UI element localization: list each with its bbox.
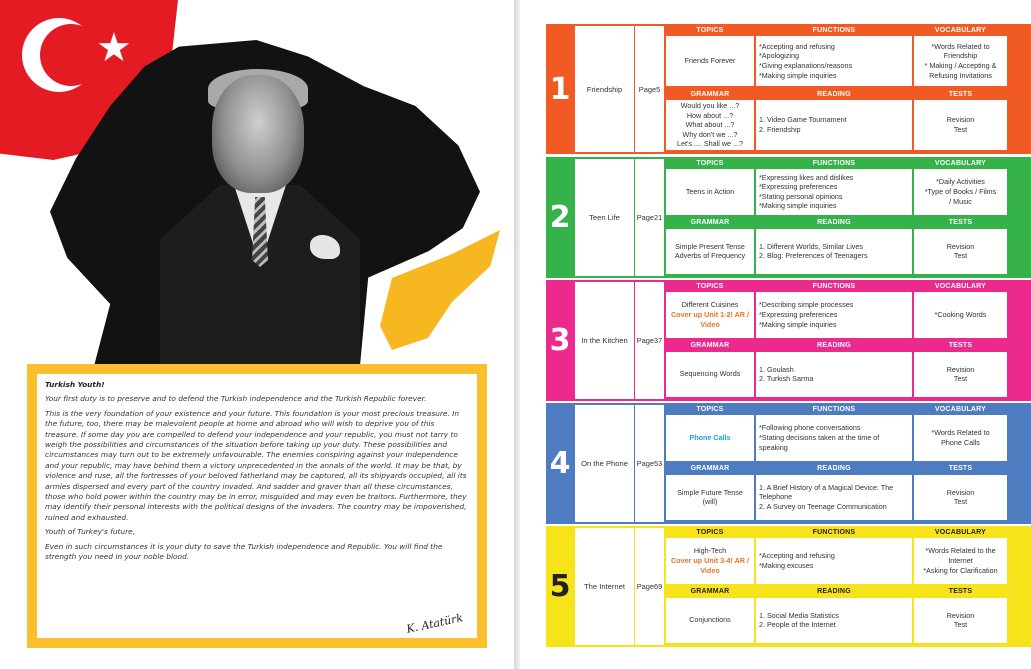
unit-title[interactable]: In the Kitchen [575,282,634,399]
cell-line: What about ...? [685,120,735,130]
cell-line: *Words Related to the [925,546,996,556]
vocabulary-cell [914,538,1007,584]
reading-cell [756,475,912,521]
grammar-header: GRAMMAR [690,90,730,98]
topics-header: TOPICS [696,159,724,167]
cell-line: *Daily Activities [936,177,985,187]
unit-page[interactable] [635,159,664,276]
grammar-header: GRAMMAR [690,588,730,595]
functions-header: FUNCTIONS [812,159,856,167]
speech-paragraph-3: Youth of Turkey's future, [45,527,136,537]
unit-2 [546,157,1031,278]
speech-paragraph-1: Your first duty is to preserve and to defend the Turkish independence and the Turkish Republic forever. [45,394,427,404]
unit-page[interactable] [635,528,664,645]
vocabulary-header: VOCABULARY [934,282,987,290]
cell-line: Internet [948,555,973,565]
cell-line: 1. Goulash [759,364,794,374]
page-number: 37 [654,336,663,345]
contents-page [520,0,1031,669]
grammar-cell [666,229,754,275]
cell-line: *Apologizing [759,51,799,61]
page-label: Page [636,459,655,468]
grammar-header: GRAMMAR [690,465,730,472]
unit-page[interactable] [635,282,664,399]
grammar-header: GRAMMAR [690,342,730,349]
unit-page[interactable] [635,26,664,152]
cell-line: 1. Video Game Tournament [759,115,847,125]
portrait-face [212,75,304,193]
unit-number-cell [546,526,574,647]
speech-paragraph-4: Even in such circumstances it is your duty to save the Turkish independence and Republic. You will find the strength you need in your noble blood. [45,541,443,562]
tests-cell [914,475,1007,521]
reading-cell [756,598,912,644]
cover-up-link[interactable]: Cover up Unit 3-4! AR / Video [670,555,749,575]
grammar-cell [666,352,754,398]
tests-header: TESTS [948,588,973,595]
cell-line: Would you like ...? [680,101,740,111]
page-label: Page [636,213,655,222]
reading-header: READING [817,219,851,226]
functions-header: FUNCTIONS [812,405,856,413]
topics-header: TOPICS [696,282,724,290]
cell-line: 1. Different Worlds, Similar Lives [759,241,863,251]
cell-line: *Expressing preferences [759,182,838,192]
cell-line: *Accepting and refusing [759,41,835,51]
cell-line: *Type of Books / Films [924,186,997,196]
cell-line: Refusing Invitations [929,70,992,80]
unit-number: 5 [549,569,571,604]
topics-header: TOPICS [696,405,724,413]
cell-line: Test [953,620,968,630]
cell-line: Revision [946,487,975,497]
unit-grid [665,526,1031,647]
cell-line: High-Tech [693,546,727,556]
unit-5 [546,526,1031,647]
cell-line: Simple Future Tense [677,487,743,497]
tests-cell [914,352,1007,398]
grammar-header: GRAMMAR [690,219,730,226]
unit-number-cell [546,403,574,524]
grammar-cell [666,475,754,521]
cell-line: *Describing simple processes [759,300,854,310]
functions-cell [756,36,912,86]
functions-header: FUNCTIONS [812,26,856,34]
topics-cell [666,538,754,584]
cell-line: / Music [949,196,972,206]
unit-4 [546,403,1031,524]
cell-line: Sequencing Words [679,369,741,379]
cell-line: Test [953,125,968,134]
cell-line: 2. A Survey on Teenage Communication [759,502,887,512]
vocabulary-cell [914,415,1007,461]
page-label: Page [636,582,655,591]
vocabulary-cell [914,36,1007,86]
cell-line: *Stating decisions taken at the time of [759,432,880,442]
reading-header: READING [817,90,851,98]
topics-header: TOPICS [696,528,724,536]
page-number: 69 [654,582,663,591]
cell-line: *Asking for Clarification [923,565,998,575]
cell-line: *Expressing likes and dislikes [759,172,854,182]
unit-title[interactable]: Friendship [575,26,634,152]
cell-line: 2. Blog: Preferences of Teenagers [759,251,868,261]
cell-line: *Words Related to [931,428,990,438]
cell-line: *Words Related to [931,41,990,51]
cell-line: Phone Calls [689,432,731,442]
topics-header: TOPICS [696,26,724,34]
unit-title[interactable]: Teen Life [575,159,634,276]
cell-line: Why don't we ...? [682,129,738,139]
tests-header: TESTS [948,219,973,226]
cell-line: Let's .... Shall we ...? [676,139,744,149]
unit-grid [665,280,1031,401]
functions-cell [756,292,912,338]
vocabulary-header: VOCABULARY [934,405,987,413]
functions-header: FUNCTIONS [812,282,856,290]
vocabulary-cell [914,169,1007,215]
tests-cell [914,598,1007,644]
cell-line: * Making / Accepting & [924,61,997,70]
cell-line: *Stating personal opinions [759,191,843,201]
reading-cell [756,229,912,275]
cover-up-link[interactable]: Cover up Unit 1-2! AR / Video [670,309,749,329]
signature: K. Atatürk [404,611,464,636]
cell-line: *Accepting and refusing [759,551,835,561]
page-label: Page [636,336,655,345]
cell-line: *Making excuses [759,560,814,570]
left-page [0,0,514,669]
unit-1 [546,24,1031,154]
tests-header: TESTS [948,342,973,349]
cell-line: Telephone [759,492,793,502]
tests-cell [914,100,1007,150]
cell-line: *Making simple inquiries [759,70,837,80]
vocabulary-cell [914,292,1007,338]
unit-3 [546,280,1031,401]
speech-paragraph-2: This is the very foundation of your existence and your future. This foundation is your most precious treasure. In the future, too, there may be malevolent people at home and abroad who will wish to deprive you of this treasure. If some day you are compelled to defend your independence and your republic, you must not tarry to weigh the possibilities and circumstances of the situation before taking up your duty. These possibilities and circumstances may turn out to be extremely unfavourable. The enemies conspiring against your independence and your republic, may have behind them a victory unprecedented in the annals of the world. It may be that, by violence and ruse, all the fortresses of your beloved fatherland may be captured, all its shipyards occupied, all its armies dispersed and every part of the country invaded. And sadder and graver than all these circumstances, those who hold power within the country may be in error, misguided and may even be traitors. Furthermore, they may identify their personal interests with the political designs of the invaders. The country may be impoverished, ruined and exhausted. [45,408,467,522]
cell-line: *Making simple inquiries [759,201,837,211]
unit-number: 4 [549,446,571,481]
cell-line: Conjunctions [689,615,731,625]
vocabulary-header: VOCABULARY [934,528,987,536]
unit-number-cell [546,280,574,401]
cell-line: 2. Friendship [759,125,801,134]
cell-line: (will) [702,497,718,507]
functions-cell [756,415,912,461]
unit-grid [665,403,1031,524]
grammar-cell [666,100,754,150]
reading-cell [756,100,912,150]
tests-header: TESTS [948,465,973,472]
unit-grid [665,157,1031,278]
cell-line: Test [953,497,968,507]
tests-cell [914,229,1007,275]
reading-header: READING [817,465,851,472]
reading-header: READING [817,588,851,595]
unit-page[interactable] [635,405,664,522]
cell-line: *Giving explanations/reasons [759,61,853,70]
cell-line: Revision [946,241,975,251]
cell-line: *Expressing preferences [759,309,838,319]
cell-line: Friendship [943,51,978,61]
functions-cell [756,169,912,215]
tests-header: TESTS [948,90,973,98]
crescent-cutout [40,24,102,86]
reading-header: READING [817,342,851,349]
cell-line: Phone Calls [941,437,980,447]
cell-line: Friends Forever [684,56,736,66]
unit-title[interactable]: The Internet [575,528,634,645]
speech-frame [27,364,487,648]
functions-header: FUNCTIONS [812,528,856,536]
topics-cell [666,415,754,461]
topics-cell [666,169,754,215]
page-label: Page [638,84,657,94]
cell-line: Different Cuisines [681,300,739,310]
cell-line: *Following phone conversations [759,423,861,433]
cell-line: Test [953,374,968,384]
unit-number: 1 [549,71,571,107]
cell-line: 2. People of the Internet [759,620,836,630]
unit-title[interactable]: On the Phone [575,405,634,522]
topics-cell [666,292,754,338]
cell-line: 1. Social Media Statistics [759,610,839,620]
cell-line: Adverbs of Frequency [674,251,746,261]
cell-line: Revision [946,115,975,125]
ataturk-portrait [160,75,360,365]
vocabulary-header: VOCABULARY [934,159,987,167]
cell-line: Test [953,251,968,261]
speech-text-box [37,374,477,638]
page-number: 53 [654,459,663,468]
cell-line: *Cooking Words [934,309,987,319]
unit-number: 2 [549,200,571,235]
cell-line: Teens in Action [685,186,735,196]
speech-title: Turkish Youth! [45,380,105,389]
star-icon: ★ [96,25,132,71]
reading-cell [756,352,912,398]
unit-number: 3 [549,323,571,358]
cell-line: speaking [759,442,788,452]
topics-cell [666,36,754,86]
cell-line: Simple Present Tense [675,241,745,251]
unit-number-cell [546,24,574,154]
functions-cell [756,538,912,584]
unit-number-cell [546,157,574,278]
page-number: 5 [656,84,661,94]
page-number: 21 [654,213,663,222]
grammar-cell [666,598,754,644]
cell-line: 2. Turkish Sarma [759,374,814,384]
vocabulary-header: VOCABULARY [934,26,987,34]
cell-line: *Making simple inquiries [759,319,837,329]
unit-grid [665,24,1031,154]
cell-line: 1. A Brief History of a Magical Device: The [759,482,894,492]
cell-line: Revision [946,610,975,620]
cell-line: Revision [946,364,975,374]
cell-line: How about ...? [686,110,734,120]
